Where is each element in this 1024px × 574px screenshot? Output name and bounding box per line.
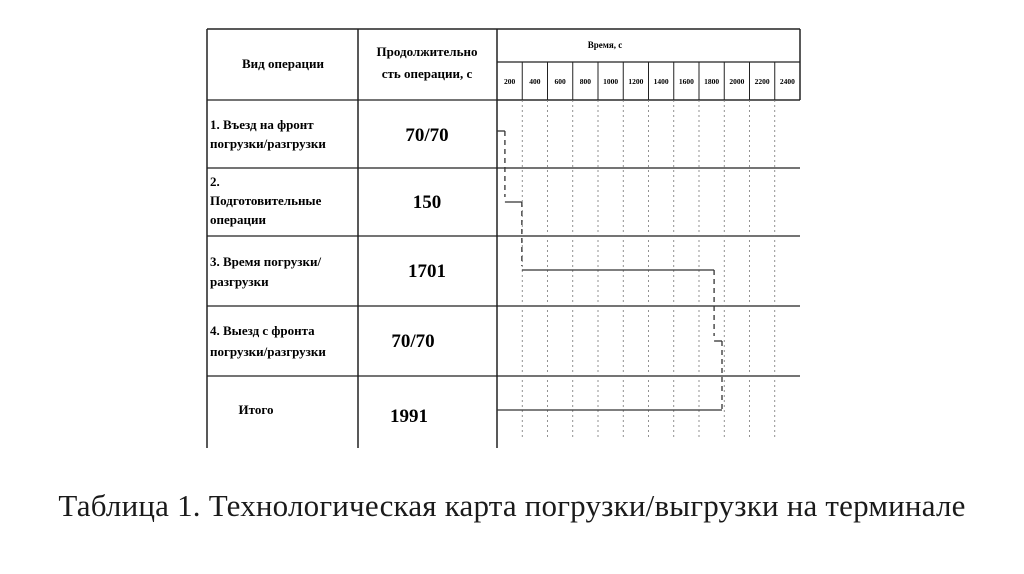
time-tick-label: 1800 bbox=[704, 77, 720, 86]
time-tick-label: 200 bbox=[504, 77, 516, 86]
row-3-name-line-2: разгрузки bbox=[210, 274, 269, 289]
time-tick-label: 800 bbox=[579, 77, 591, 86]
time-tick-label: 2000 bbox=[729, 77, 745, 86]
time-tick-label: 400 bbox=[529, 77, 541, 86]
time-tick-label: 2200 bbox=[754, 77, 770, 86]
row-2-duration: 150 bbox=[412, 192, 442, 213]
row-2-name-line-2: Подготовительные bbox=[210, 193, 322, 208]
total-label: Итого bbox=[238, 402, 274, 417]
row-2-name-line-1: 2. bbox=[210, 174, 220, 189]
row-2-name-line-3: операции bbox=[210, 212, 266, 227]
time-tick-label: 1000 bbox=[603, 77, 619, 86]
row-4-duration: 70/70 bbox=[391, 331, 435, 352]
header-time: Время, с bbox=[587, 40, 623, 50]
time-tick-label: 1600 bbox=[678, 77, 694, 86]
row-1-name-line-1: 1. Въезд на фронт bbox=[210, 117, 314, 132]
row-4-name-line-2: погрузки/разгрузки bbox=[210, 344, 326, 359]
time-tick-label: 600 bbox=[554, 77, 566, 86]
row-3-duration: 1701 bbox=[408, 261, 446, 282]
time-tick-label: 1200 bbox=[628, 77, 644, 86]
time-tick-label: 1400 bbox=[653, 77, 669, 86]
row-3-name-line-1: 3. Время погрузки/ bbox=[210, 254, 322, 269]
header-operation: Вид операции bbox=[242, 56, 324, 71]
header-duration-line2: сть операции, с bbox=[381, 66, 473, 81]
row-1-name-line-2: погрузки/разгрузки bbox=[210, 136, 326, 151]
row-1-duration: 70/70 bbox=[405, 125, 449, 146]
time-tick-label: 2400 bbox=[779, 77, 795, 86]
row-4-name-line-1: 4. Выезд с фронта bbox=[210, 323, 315, 338]
total-duration: 1991 bbox=[390, 406, 428, 427]
header-duration-line1: Продолжительно bbox=[376, 44, 478, 59]
table-caption: Таблица 1. Технологическая карта погрузки/выгрузки на терминале bbox=[58, 488, 966, 523]
